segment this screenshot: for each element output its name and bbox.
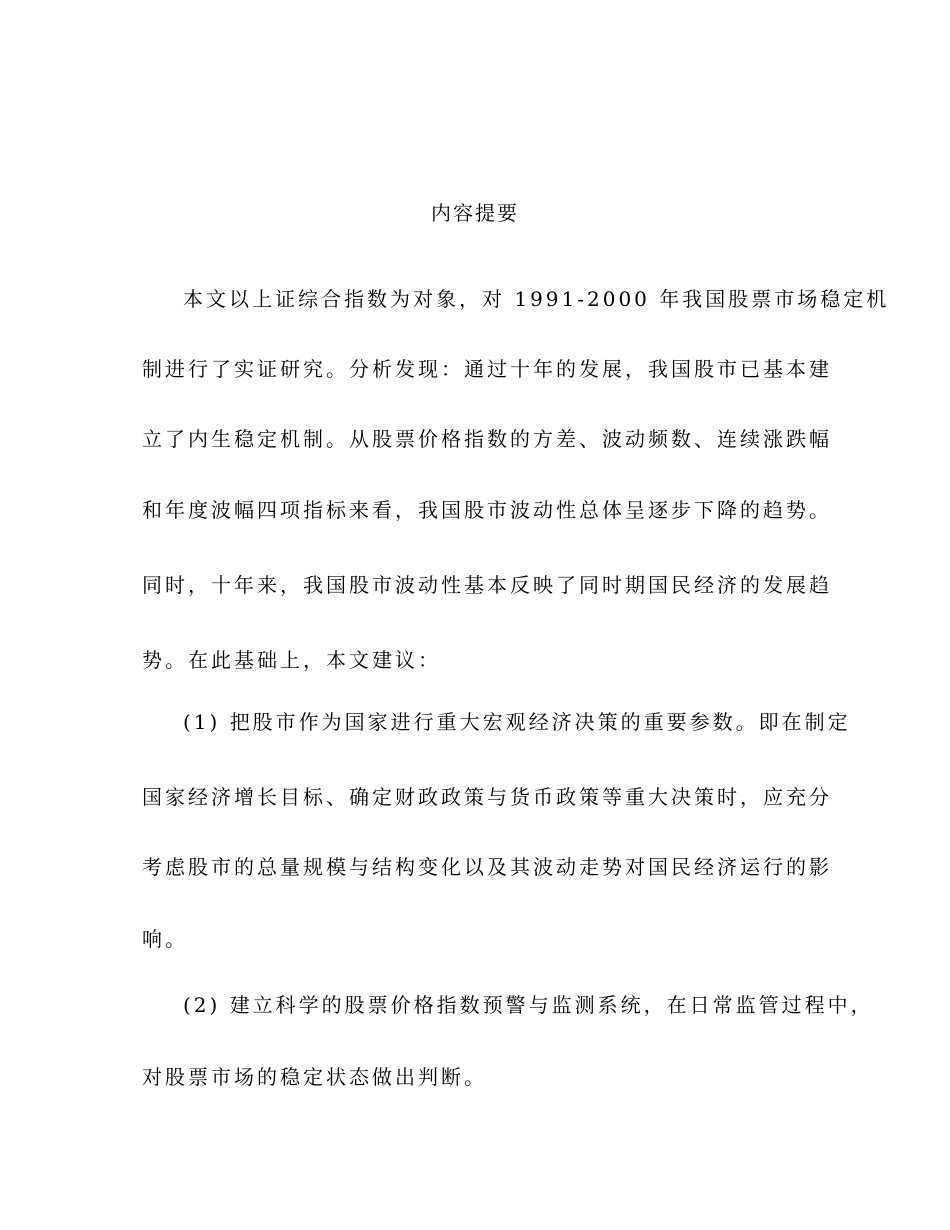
page-title: 内容提要	[431, 201, 519, 225]
paragraph-line: 立了内生稳定机制。从股票价格指数的方差、波动频数、连续涨跌幅	[142, 427, 832, 451]
suggestion-line: (2) 建立科学的股票价格指数预警与监测系统，在日常监管过程中，	[183, 993, 874, 1017]
paragraph-line: 势。在此基础上，本文建议：	[142, 648, 441, 672]
paragraph-line: 同时，十年来，我国股市波动性基本反映了同时期国民经济的发展趋	[142, 573, 832, 597]
suggestion-line: 响。	[142, 927, 188, 951]
suggestion-line: (1) 把股市作为国家进行重大宏观经济决策的重要参数。即在制定	[183, 710, 851, 734]
paragraph-line: 制进行了实证研究。分析发现：通过十年的发展，我国股市已基本建	[142, 357, 832, 381]
paragraph-line: 本文以上证综合指数为对象，对 1991-2000 年我国股票市场稳定机	[183, 287, 890, 311]
suggestion-line: 国家经济增长目标、确定财政政策与货币政策等重大决策时，应充分	[142, 785, 832, 809]
suggestion-line: 对股票市场的稳定状态做出判断。	[142, 1065, 487, 1089]
suggestion-line: 考虑股市的总量规模与结构变化以及其波动走势对国民经济运行的影	[142, 855, 832, 879]
paragraph-line: 和年度波幅四项指标来看，我国股市波动性总体呈逐步下降的趋势。	[142, 498, 832, 522]
